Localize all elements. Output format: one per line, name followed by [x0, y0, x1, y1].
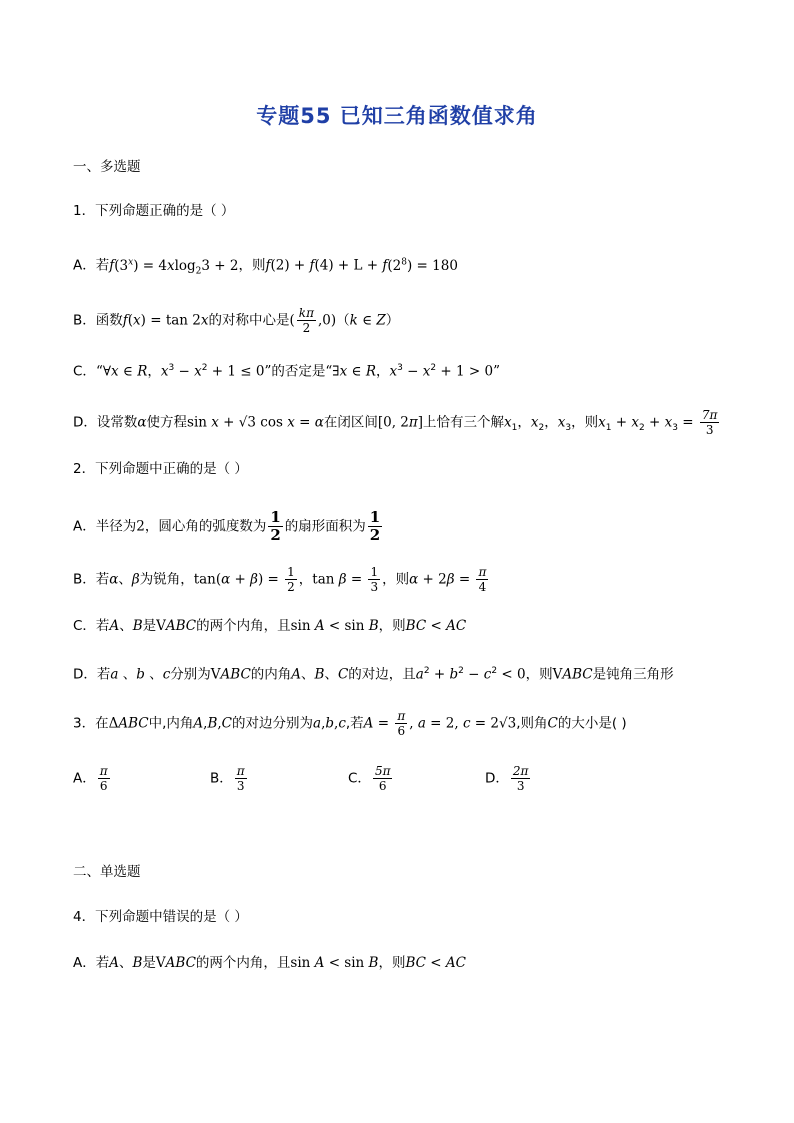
question-1-option-b: B．函数f(x) = tan 2x的对称中心是( $\frac{k\pi}{2}$ ,0)（k ∈ Z） — [73, 306, 400, 335]
question-3-option-b: B． $\frac{\pi}{3}$ — [210, 764, 245, 793]
question-2-option-d: D．若a 、b 、c分别为VABC的内角A、B、C的对边，且$a^2 + b^2 - c^2 < 0$，则VABC是钝角三角形 — [73, 666, 674, 683]
question-3-option-a: A． $\frac{\pi}{6}$ — [73, 764, 108, 793]
question-3-stem: 3．在ΔABC中,内角A,B,C的对边分别为a,b,c,若A = $\frac{\pi}{6}$ , a = 2, c = 2√3,则角C的大小是( ) — [73, 709, 627, 738]
question-4-stem: 4．下列命题中错误的是（ ） — [73, 909, 248, 925]
question-1-option-a: A．若$f(3^x) = 4xlog_23 + 2$，则$f(2) + f(4) + L + f(2^8) = 180$ — [73, 257, 458, 277]
question-1-stem: 1．下列命题正确的是（ ） — [73, 203, 235, 219]
question-1-option-c: C．“∀x ∈ R，$x^3 - x^2 + 1 \le 0$”的否定是“∃x ∈ R，$x^3 - x^2 + 1 > 0$” — [73, 363, 500, 380]
question-3-option-d: D． $\frac{2\pi}{3}$ — [485, 764, 529, 793]
question-3-option-c: C． $\frac{5\pi}{6}$ — [348, 764, 391, 793]
page-title: 专题55 已知三角函数值求角 — [256, 104, 538, 128]
question-2-option-a: A．半径为2，圆心角的弧度数为 $\frac{1}{2}$ 的扇形面积为 $\frac{1}{2}$ — [73, 508, 381, 544]
section-heading-multi: 一、多选题 — [73, 159, 141, 175]
question-2-option-c: C．若A、B是VABC的两个内角，且sin A < sin B，则BC < AC — [73, 618, 467, 634]
question-1-option-d: D．设常数α使方程sin x + √3 cos x = α在闭区间[0, 2π]上恰有三个解$x_1$，$x_2$，$x_3$，则$x_1 + x_2 + x_3$ = $\frac{7\pi}{3}$ — [73, 408, 718, 437]
section-heading-single: 二、单选题 — [73, 864, 141, 880]
question-2-option-b: B．若α、β为锐角，tan(α + β) = $\frac{1}{2}$ ，tan β = $\frac{1}{3}$ ，则α + 2β = $\frac{\pi}{4}$ — [73, 565, 487, 594]
question-4-option-a: A．若A、B是VABC的两个内角，且sin A < sin B，则BC < AC — [73, 955, 466, 971]
question-2-stem: 2．下列命题中正确的是（ ） — [73, 461, 248, 477]
